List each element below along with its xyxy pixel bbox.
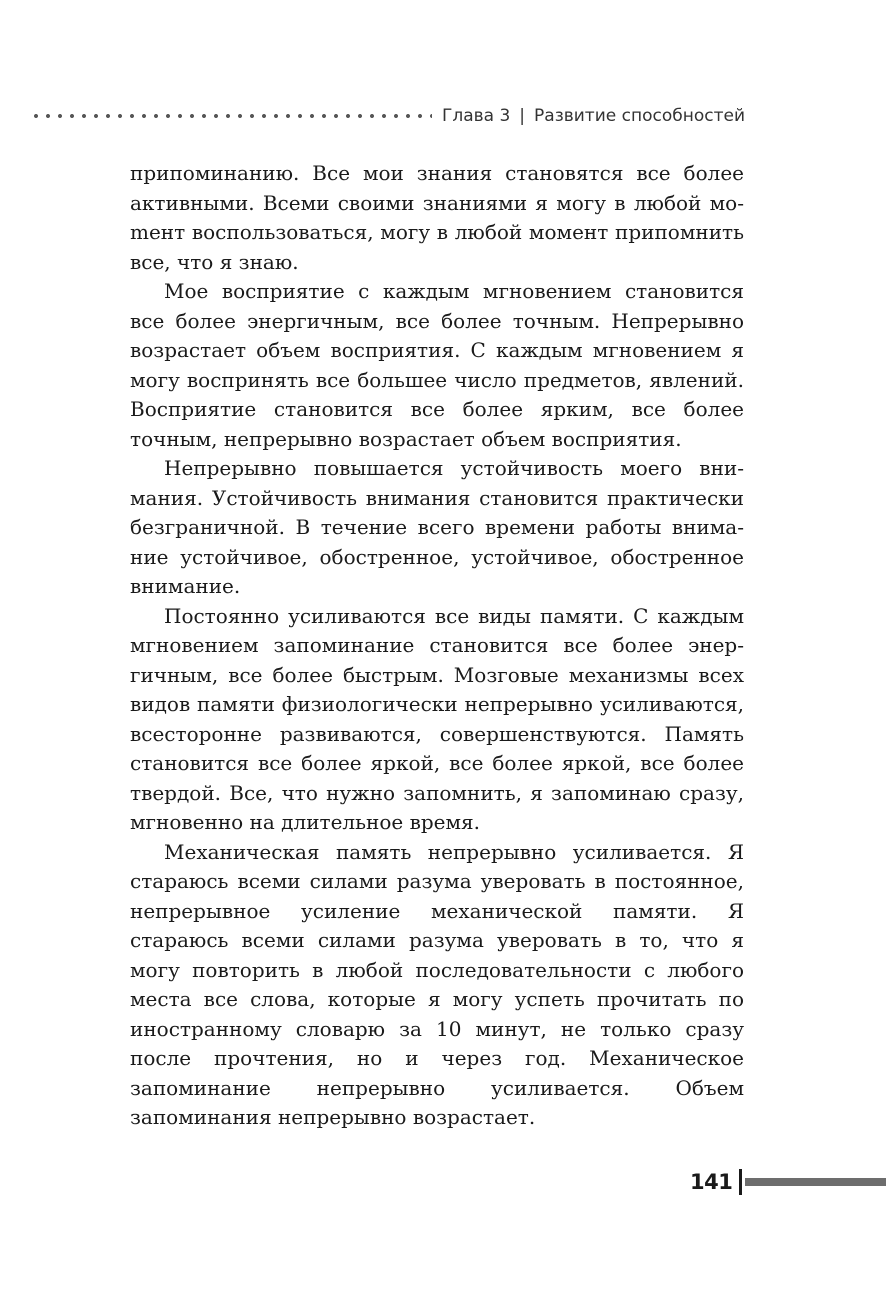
paragraph: припоминанию. Все мои знания становятся все более активными. Всеми своими знаниями я могу в любой моmент воспользоваться, могу в любой момент припомнить все, что я знаю. (130, 161, 744, 274)
paragraph: Непрерывно повышается устойчивость моего внимания. Устойчивость внимания становится практически безграничной. В течение всего времени работы внимание устойчивое, обостренное, устойчивое, обостренное внимание. (130, 456, 744, 598)
page-footer (690, 1168, 886, 1196)
paragraph: Механическая память непрерывно усиливается. Я стараюсь всеми силами разума уверовать в постоянное, непрерывное усиление механической памяти. Я стараюсь всеми силами разума уверовать в то, что я могу повторить в любой последовательности с любого места все слова, которые я могу успеть прочитать по иностранному словарю за 10 минут, не только сразу после прочтения, но и через год. Механическое запоминание непрерывно усиливается. Объем запоминания непрерывно возрастает. (130, 839, 744, 1129)
body-text (130, 159, 744, 1133)
paragraph: Мое восприятие с каждым мгновением становится все более энергичным, все более точным. Непрерывно возрастает объем восприятия. С каждым мгновением я могу воспринять все большее число предметов, явлений. Восприятие становится все более ярким, все более точным, непрерывно возрастает объем восприятия. (130, 279, 744, 451)
chapter-title: Развитие способностей (534, 106, 745, 126)
running-header (30, 103, 745, 129)
paragraph: Постоянно усиливаются все виды памяти. С каждым мгновением запоминание становится все более энергичным, все более быстрым. Мозговые механизмы всех видов памяти физиологически непрерывно усиливаются, всесторонне развиваются, совершенствуются. Память становится все более яркой, все более яркой, все более твердой. Все, что нужно запомнить, я запоминаю сразу, мгновенно на длительное время. (130, 603, 744, 834)
header-separator: | (519, 106, 526, 126)
footer-divider (739, 1169, 742, 1195)
header-dot-leader (30, 113, 432, 119)
page-number: 141 (690, 1170, 733, 1194)
footer-bar (745, 1178, 886, 1186)
chapter-label: Глава 3 (441, 106, 511, 126)
